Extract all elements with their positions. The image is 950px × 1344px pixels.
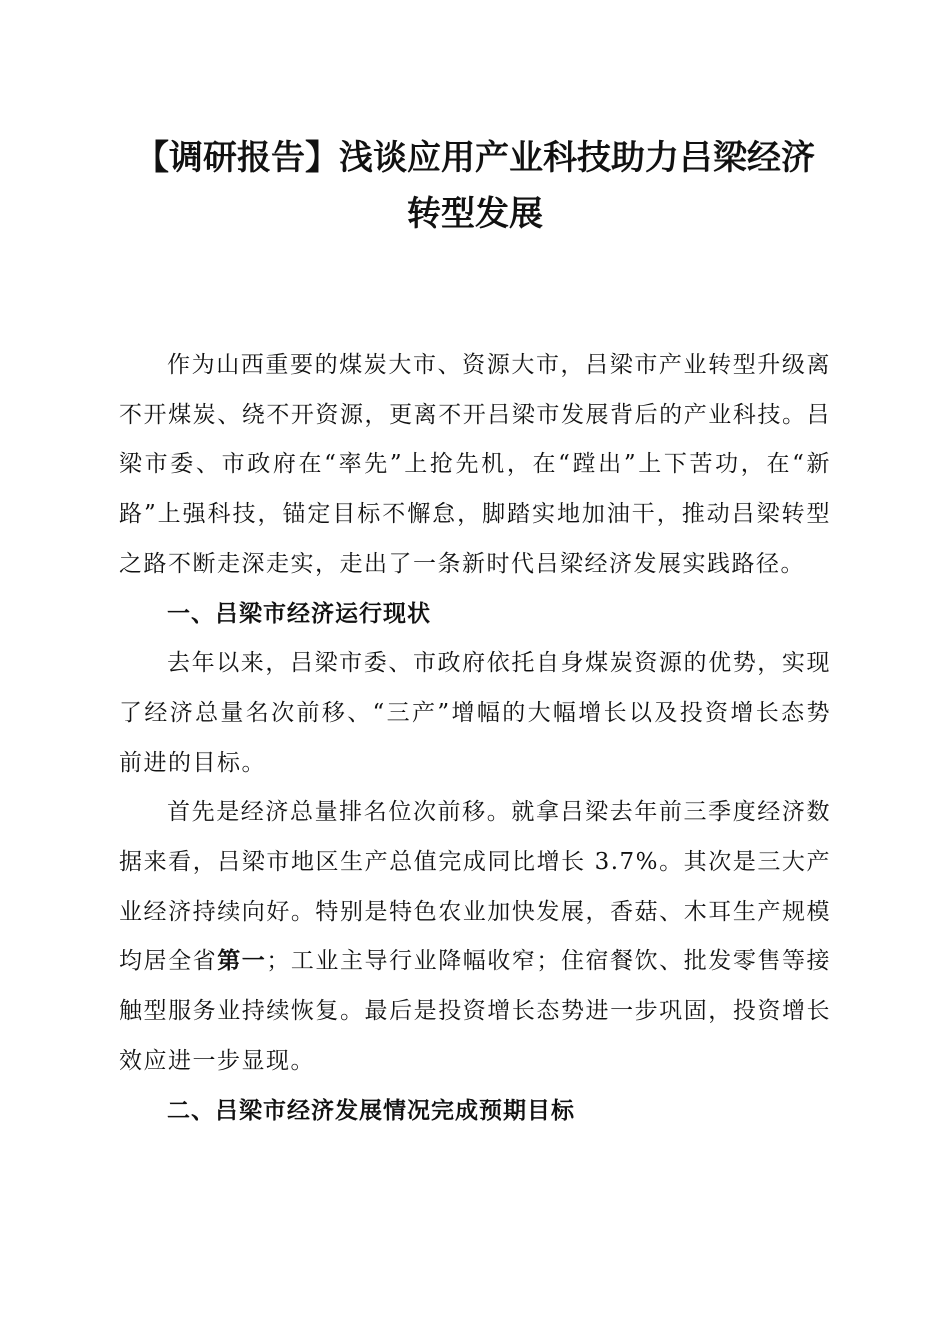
title-line-2: 转型发展 bbox=[407, 194, 543, 234]
section-heading-1: 一、吕梁市经济运行现状 bbox=[167, 600, 431, 627]
section-heading-2: 二、吕梁市经济发展情况完成预期目标 bbox=[167, 1097, 575, 1124]
document-title bbox=[100, 130, 850, 242]
title-line-1: 【调研报告】浅谈应用产业科技助力吕梁经济 bbox=[135, 138, 815, 178]
paragraph-3 bbox=[119, 788, 831, 1086]
document-body bbox=[119, 341, 831, 1136]
paragraph-3-emphasis: 第一 bbox=[217, 948, 267, 975]
paragraph-3-text-a: 首先是经济总量排名位次前移。就拿吕梁去年前三季度经济数据来看，吕梁市地区生产总值完成同比增长 3.7%。其次是三大产业经济持续向好。特别是特色农业加快发展，香菇、木耳生产规模均居全省 bbox=[119, 799, 831, 975]
paragraph-3-text-b: ；工业主导行业降幅收窄；住宿餐饮、批发零售等接触型服务业持续恢复。最后是投资增长态势进一步巩固，投资增长效应进一步显现。 bbox=[119, 948, 832, 1074]
paragraph-2: 去年以来，吕梁市委、市政府依托自身煤炭资源的优势，实现了经济总量名次前移、“三产”增幅的大幅增长以及投资增长态势前进的目标。 bbox=[119, 650, 831, 776]
intro-paragraph: 作为山西重要的煤炭大市、资源大市，吕梁市产业转型升级离不开煤炭、绕不开资源，更离不开吕梁市发展背后的产业科技。吕梁市委、市政府在“率先”上抢先机，在“蹚出”上下苦功，在“新路”上强科技，锚定目标不懈怠，脚踏实地加油干，推动吕梁转型之路不断走深走实，走出了一条新时代吕梁经济发展实践路径。 bbox=[119, 352, 831, 577]
